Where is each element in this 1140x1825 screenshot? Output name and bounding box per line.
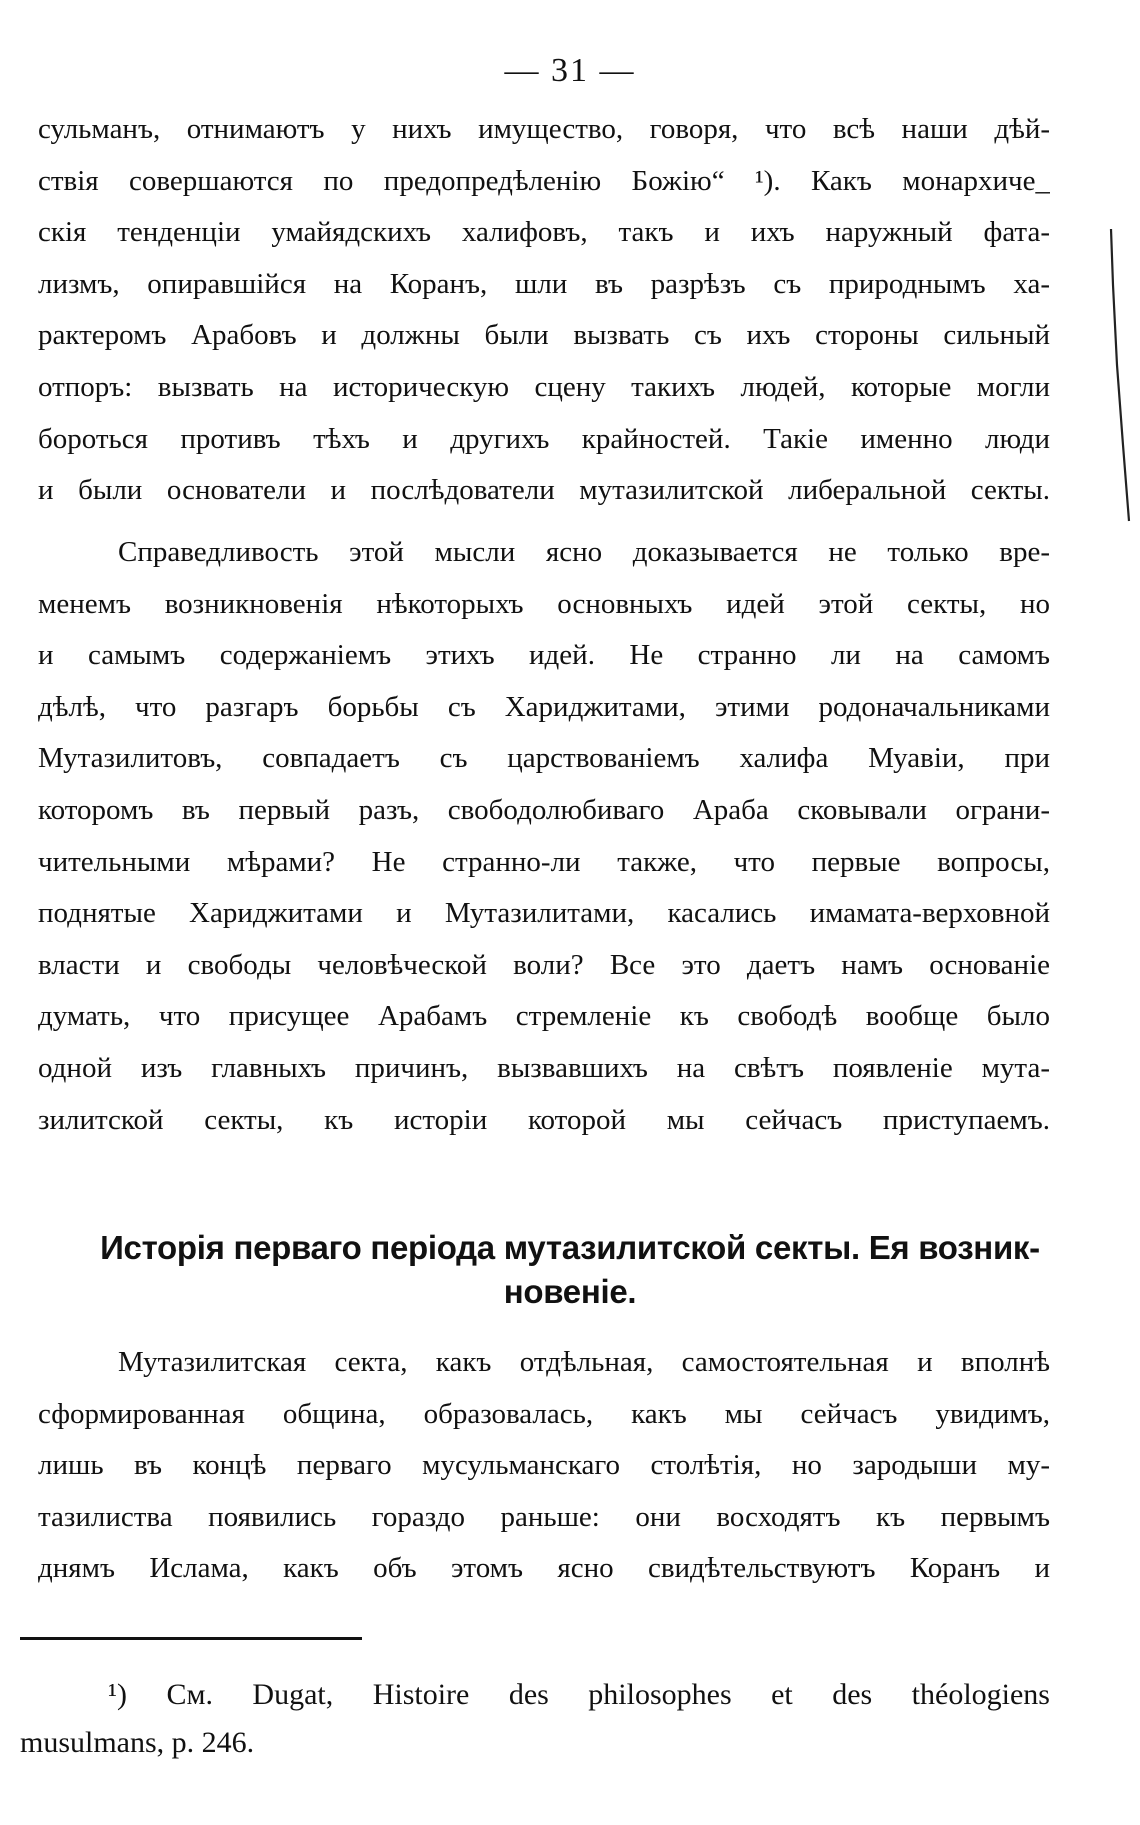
text-line: рактеромъ Арабовъ и должны были вызвать съ ихъ стороны сильный: [38, 319, 1050, 352]
text-line: Справедливость этой мысли ясно доказывается не только вре-: [118, 536, 1050, 568]
footnote-line: ¹) См. Dugat, Histoire des philosophes et des théologiens: [108, 1678, 1050, 1711]
text-line: Мутазилитская секта, какъ отдѣльная, самостоятельная и вполнѣ: [118, 1346, 1050, 1378]
margin-pencil-mark: [1105, 225, 1135, 525]
text-line: чительными мѣрами? Не странно-ли также, что первые вопросы,: [38, 845, 1050, 878]
text-line: власти и свободы человѣческой воли? Все это даетъ намъ основаніе: [38, 948, 1050, 981]
text-line: отпоръ: вызвать на историческую сцену такихъ людей, которые могли: [38, 370, 1050, 403]
text-line: днямъ Ислама, какъ объ этомъ ясно свидѣтельствуютъ Коранъ и: [38, 1552, 1050, 1585]
text-line: бороться противъ тѣхъ и другихъ крайностей. Такіе именно люди: [38, 422, 1050, 455]
text-line: Мутазилитовъ, совпадаетъ съ царствованіемъ халифа Муавіи, при: [38, 742, 1050, 775]
text-line: сульманъ, отнимаютъ у нихъ имущество, говоря, что всѣ наши дѣй-: [38, 113, 1050, 145]
text-line: которомъ въ первый разъ, свободолюбиваго Араба сковывали ограни-: [38, 793, 1050, 826]
text-line: лизмъ, опиравшійся на Коранъ, шли въ разрѣзъ съ природнымъ ха-: [38, 267, 1050, 300]
section-heading-line: Исторія перваго періода мутазилитской секты. Ея возник-: [100, 1229, 1040, 1266]
paragraph-justice: [38, 527, 1050, 1146]
text-line: поднятые Хариджитами и Мутазилитами, касались имамата-верховной: [38, 897, 1050, 930]
footnote: [20, 1671, 1050, 1767]
text-line: дѣлѣ, что разгаръ борьбы съ Хариджитами, этими родоначальниками: [38, 690, 1050, 723]
text-line: зилитской секты, къ исторіи которой мы сейчасъ приступаемъ.: [38, 1103, 1050, 1136]
text-line: скія тенденціи умайядскихъ халифовъ, такъ и ихъ наружный фата-: [38, 216, 1050, 249]
text-line: лишь въ концѣ перваго мусульманскаго столѣтія, но зародыши му-: [38, 1449, 1050, 1482]
text-line: и самымъ содержаніемъ этихъ идей. Не странно ли на самомъ: [38, 639, 1050, 672]
footnote-line: musulmans, p. 246.: [20, 1726, 255, 1759]
text-line: ствія совершаются по предопредѣленію Божію“ ¹). Какъ монархиче_: [38, 164, 1050, 197]
text-line: думать, что присущее Арабамъ стремленіе къ свободѣ вообще было: [38, 1000, 1050, 1033]
paragraph-continued: [38, 104, 1050, 517]
section-heading-line: новеніе.: [503, 1273, 637, 1310]
text-line: менемъ возникновенія нѣкоторыхъ основныхъ идей этой секты, но: [38, 587, 1050, 620]
text-line: сформированная община, образовалась, какъ мы сейчасъ увидимъ,: [38, 1397, 1050, 1430]
footnote-rule: [20, 1637, 362, 1640]
section-heading: [0, 1226, 1140, 1314]
text-line: и были основатели и послѣдователи мутазилитской либеральной секты.: [38, 474, 1050, 507]
paragraph-sect-origin: [38, 1337, 1050, 1595]
text-line: одной изъ главныхъ причинъ, вызвавшихъ на свѣтъ появленіе мута-: [38, 1051, 1050, 1084]
page-number: — 31 —: [504, 52, 636, 89]
text-line: тазилиства появились гораздо раньше: они восходятъ къ первымъ: [38, 1500, 1050, 1533]
